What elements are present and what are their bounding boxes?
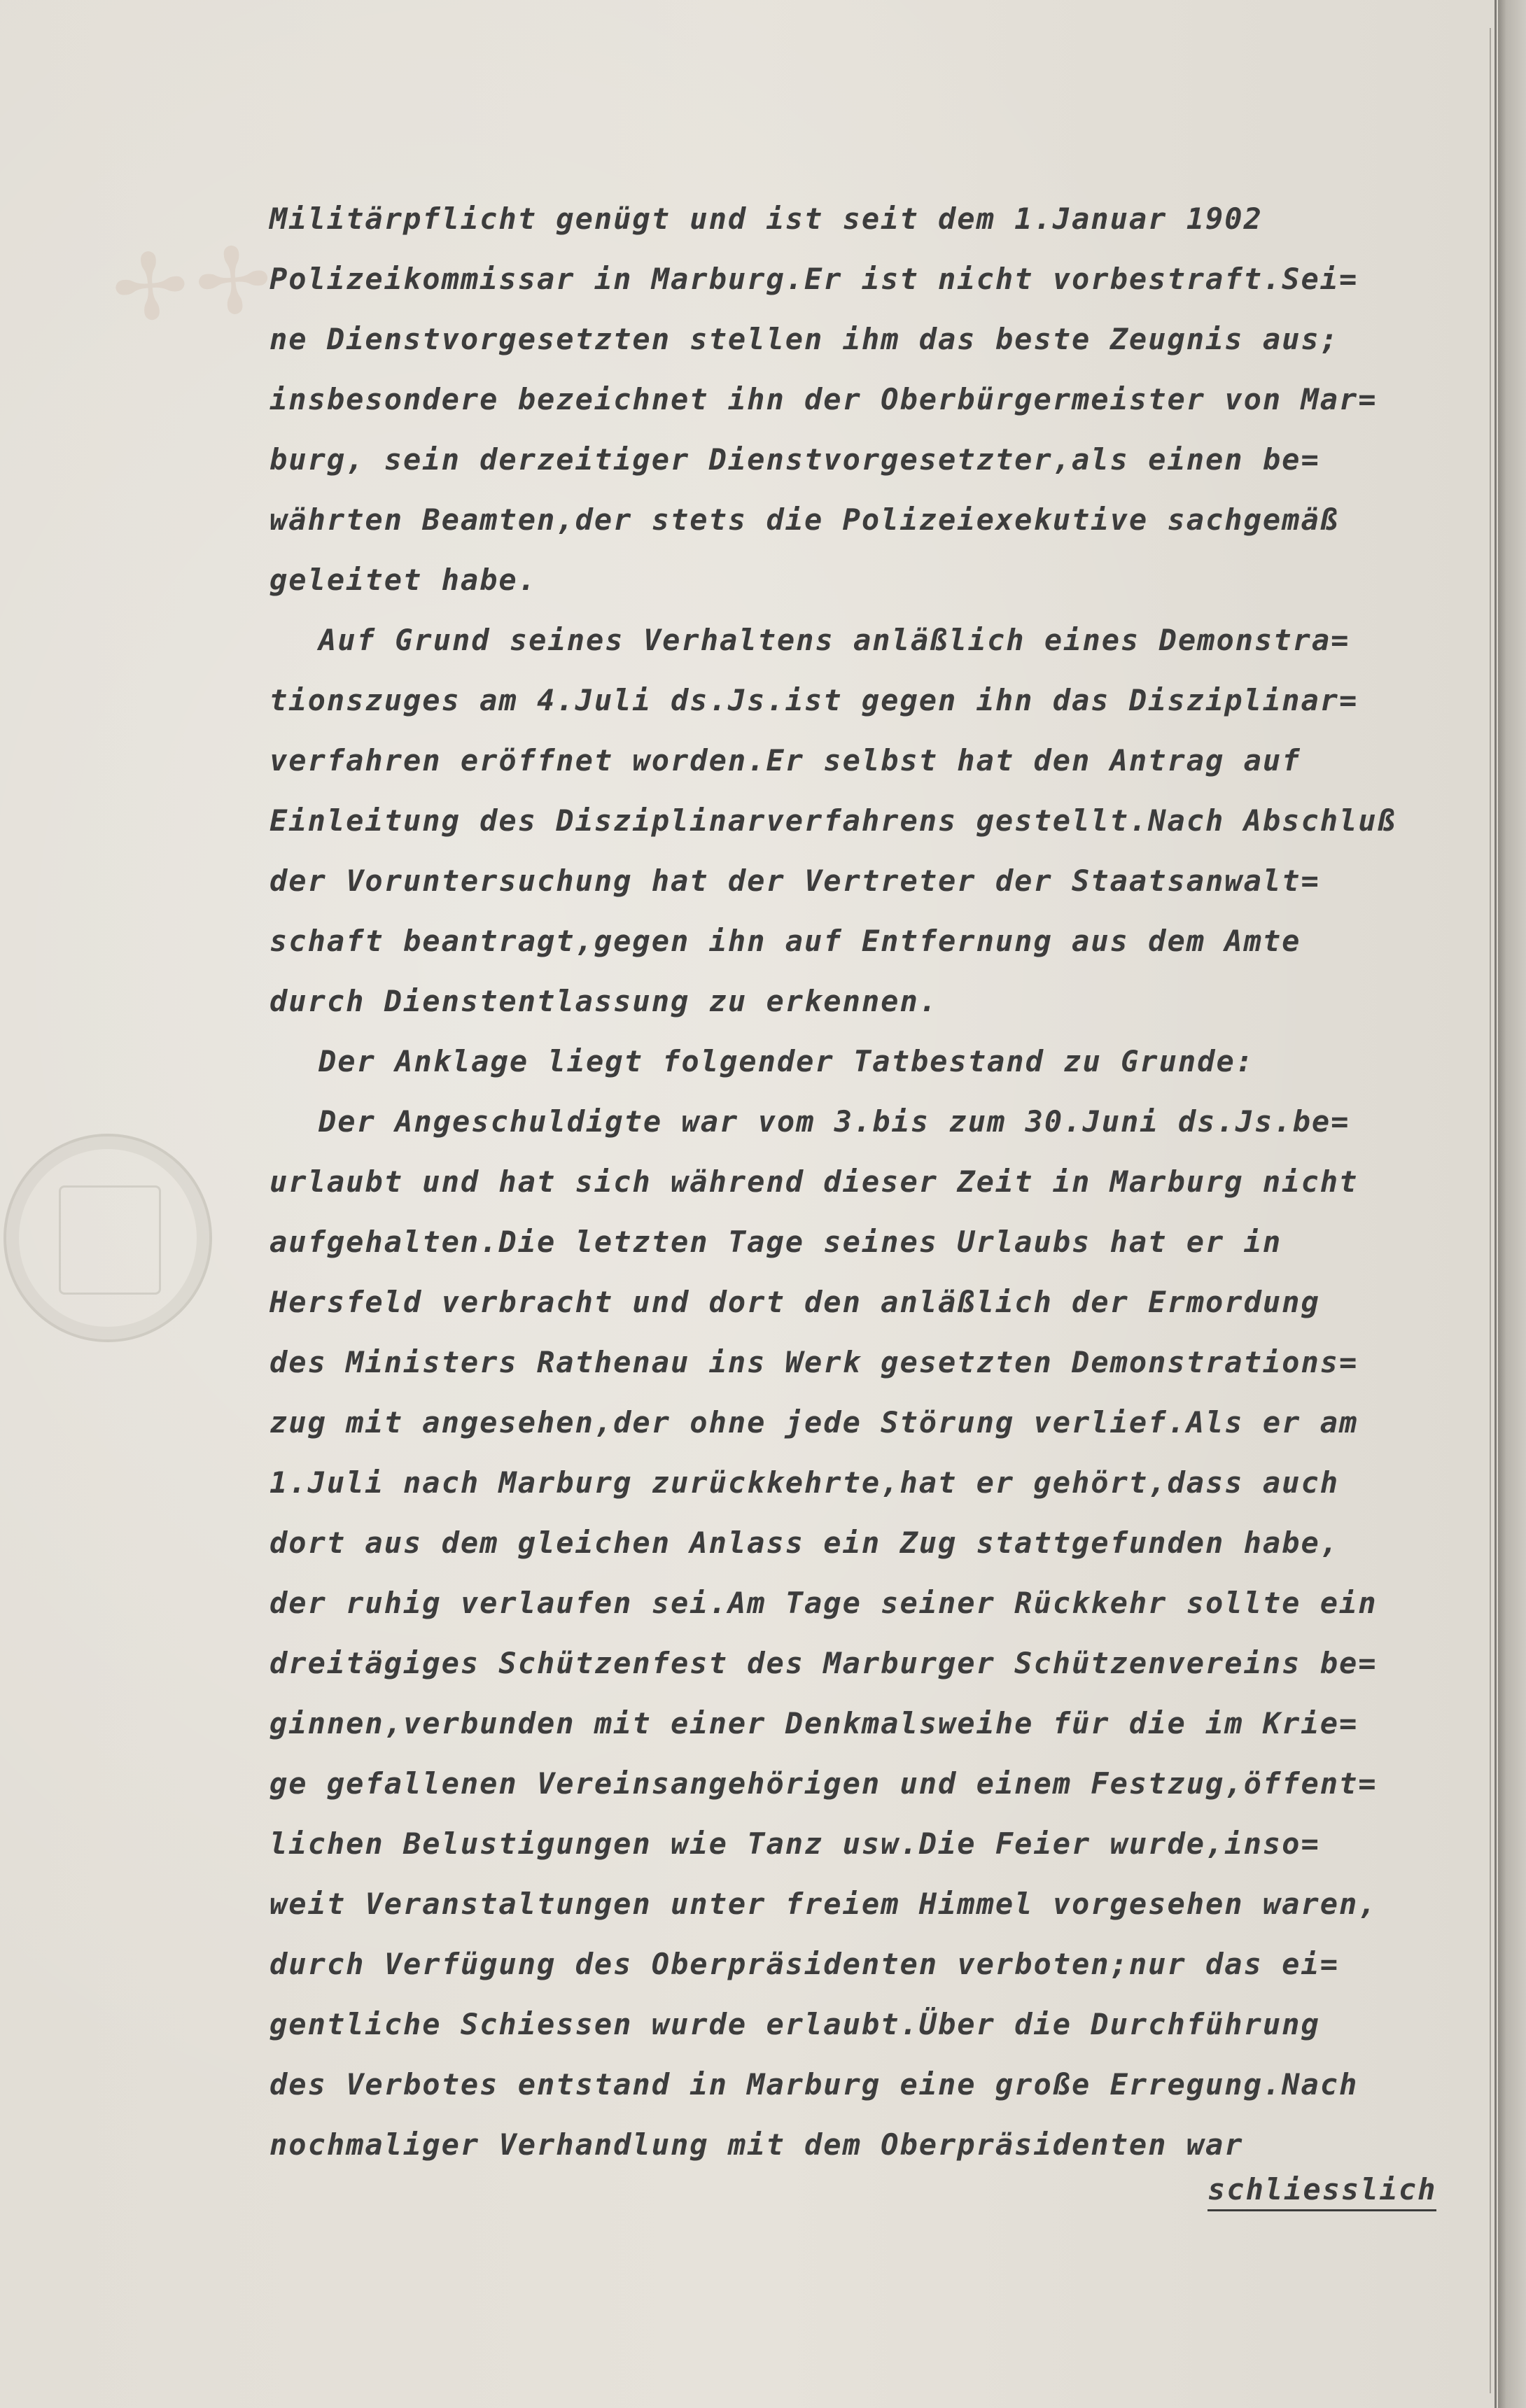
text-line: der Voruntersuchung hat der Vertreter der Staatsanwalt= (270, 864, 1320, 898)
text-line: gentliche Schiessen wurde erlaubt.Über die Durchführung (270, 2007, 1320, 2041)
text-line: Hersfeld verbracht und dort den anläßlich der Ermordung (270, 1285, 1320, 1319)
text-line: Militärpflicht genügt und ist seit dem 1.Januar 1902 (270, 202, 1263, 236)
text-line: ne Dienstvorgesetzten stellen ihm das beste Zeugnis aus; (270, 322, 1340, 356)
faint-watermark-mark: ✢✢ (108, 225, 282, 344)
page-fold-line (1494, 0, 1497, 2408)
text-line: dreitägiges Schützenfest des Marburger Schützenvereins be= (270, 1646, 1378, 1680)
text-line: burg, sein derzeitiger Dienstvorgesetzter,als einen be= (270, 442, 1320, 477)
text-line: schaft beantragt,gegen ihn auf Entfernung aus dem Amte (270, 924, 1301, 958)
text-line: 1.Juli nach Marburg zurückkehrte,hat er gehört,dass auch (270, 1465, 1340, 1500)
text-line: Der Angeschuldigte war vom 3.bis zum 30.Juni ds.Js.be= (318, 1104, 1350, 1139)
margin-rule (1490, 28, 1491, 2393)
page-right-edge (1498, 0, 1526, 2408)
text-line: verfahren eröffnet worden.Er selbst hat den Antrag auf (270, 743, 1301, 777)
text-line: Der Anklage liegt folgender Tatbestand zu Grunde: (318, 1044, 1255, 1078)
text-line: geleitet habe. (270, 563, 538, 597)
text-line: ge gefallenen Vereinsangehörigen und einem Festzug,öffent= (270, 1766, 1378, 1801)
text-line: dort aus dem gleichen Anlass ein Zug stattgefunden habe, (270, 1526, 1340, 1560)
typed-body-text (270, 189, 1502, 2175)
text-line: urlaubt und hat sich während dieser Zeit in Marburg nicht (270, 1164, 1359, 1199)
text-line: des Ministers Rathenau ins Werk gesetzten Demonstrations= (270, 1345, 1359, 1379)
text-line: aufgehalten.Die letzten Tage seines Urlaubs hat er in (270, 1225, 1282, 1259)
text-line: insbesondere bezeichnet ihn der Oberbürgermeister von Mar= (270, 382, 1378, 416)
embossed-seal (4, 1134, 212, 1342)
text-line: durch Dienstentlassung zu erkennen. (270, 984, 939, 1018)
text-line: lichen Belustigungen wie Tanz usw.Die Feier wurde,inso= (270, 1826, 1320, 1861)
text-line: Polizeikommissar in Marburg.Er ist nicht vorbestraft.Sei= (270, 262, 1359, 296)
seal-emblem (59, 1185, 161, 1295)
text-line: tionszuges am 4.Juli ds.Js.ist gegen ihn das Disziplinar= (270, 683, 1359, 717)
text-line: währten Beamten,der stets die Polizeiexekutive sachgemäß (270, 502, 1340, 537)
text-line: durch Verfügung des Oberpräsidenten verboten;nur das ei= (270, 1947, 1340, 1981)
text-line: ginnen,verbunden mit einer Denkmalsweihe für die im Krie= (270, 1706, 1359, 1740)
text-line: Einleitung des Disziplinarverfahrens gestellt.Nach Abschluß (270, 803, 1396, 838)
text-line: weit Veranstaltungen unter freiem Himmel vorgesehen waren, (270, 1887, 1378, 1921)
text-line: zug mit angesehen,der ohne jede Störung verlief.Als er am (270, 1405, 1359, 1439)
text-line: nochmaliger Verhandlung mit dem Oberpräsidenten war (270, 2127, 1244, 2162)
text-line: Auf Grund seines Verhaltens anläßlich eines Demonstra= (318, 623, 1350, 657)
text-line: der ruhig verlaufen sei.Am Tage seiner Rückkehr sollte ein (270, 1586, 1378, 1620)
catchword: schliesslich (1208, 2172, 1436, 2211)
text-line: des Verbotes entstand in Marburg eine große Erregung.Nach (270, 2067, 1359, 2101)
